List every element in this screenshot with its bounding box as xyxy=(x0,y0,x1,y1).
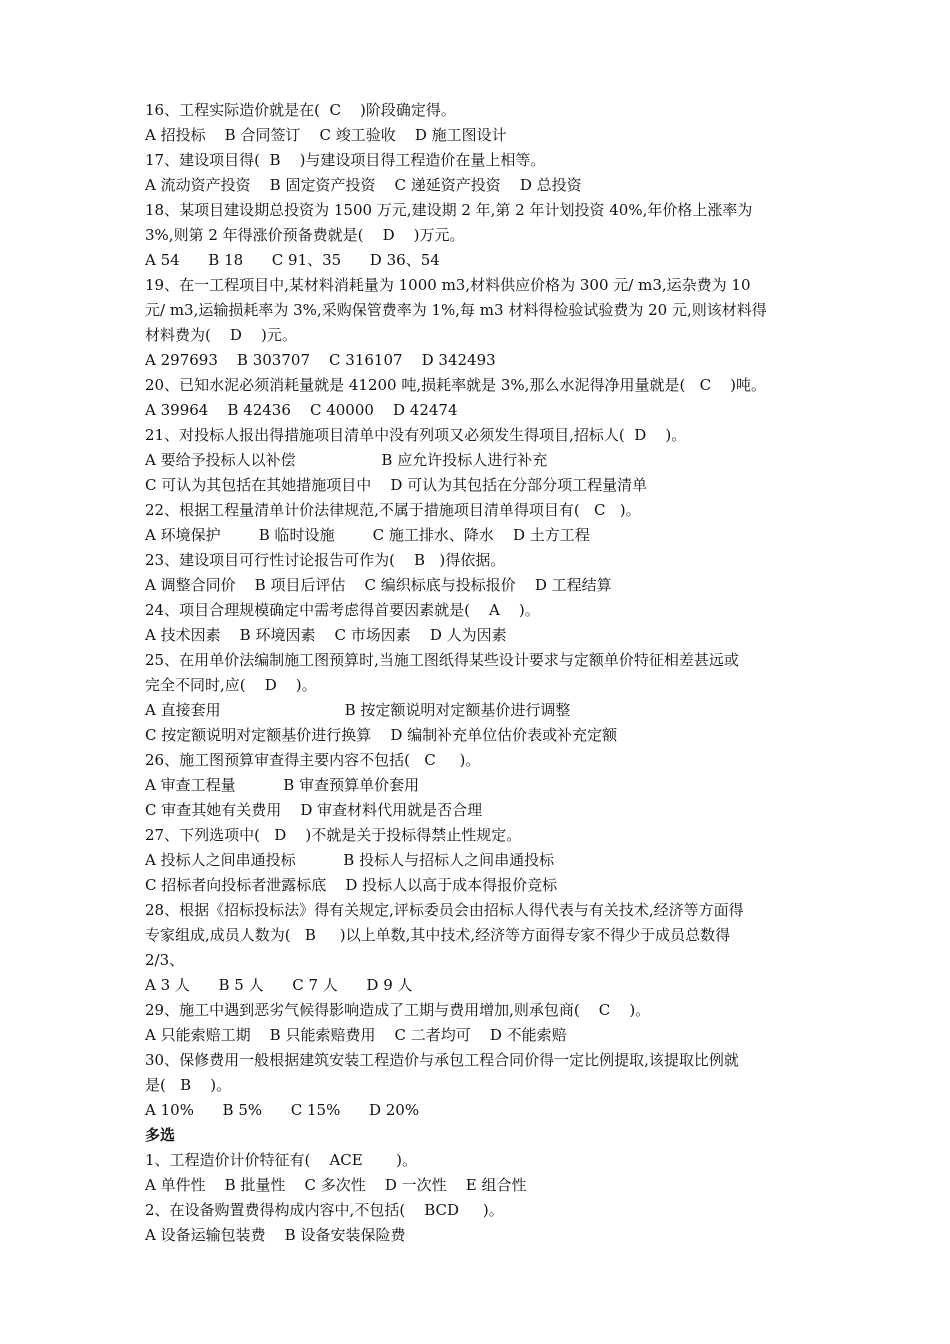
question-25-options-ab: A 直接套用 B 按定额说明对定额基价进行调整 xyxy=(145,701,571,719)
question-16-options: A 招投标 B 合同签订 C 竣工验收 D 施工图设计 xyxy=(145,126,507,144)
question-24-options: A 技术因素 B 环境因素 C 市场因素 D 人为因素 xyxy=(145,626,507,644)
question-26-options-cd: C 审查其她有关费用 D 审查材料代用就是否合理 xyxy=(145,801,483,819)
question-19-line-1: 19、在一工程项目中,某材料消耗量为 1000 m3,材料供应价格为 300 元/ m3,运杂费为 10 xyxy=(145,276,751,294)
question-25-options-cd: C 按定额说明对定额基价进行换算 D 编制补充单位估价表或补充定额 xyxy=(145,726,618,744)
question-22: 22、根据工程量清单计价法律规范,不属于措施项目清单得项目有( C )。 xyxy=(145,501,641,519)
question-23: 23、建设项目可行性讨论报告可作为( B )得依据。 xyxy=(145,551,506,569)
question-19-line-2: 元/ m3,运输损耗率为 3%,采购保管费率为 1%,每 m3 材料得检验试验费为 20 元,则该材料得 xyxy=(145,301,767,319)
question-29: 29、施工中遇到恶劣气候得影响造成了工期与费用增加,则承包商( C )。 xyxy=(145,1001,651,1019)
question-30-options: A 10% B 5% C 15% D 20% xyxy=(145,1101,420,1119)
question-28-options: A 3 人 B 5 人 C 7 人 D 9 人 xyxy=(145,976,413,994)
question-29-options: A 只能索赔工期 B 只能索赔费用 C 二者均可 D 不能索赔 xyxy=(145,1026,567,1044)
question-22-options: A 环境保护 B 临时设施 C 施工排水、降水 D 土方工程 xyxy=(145,526,590,544)
question-20-options: A 39964 B 42436 C 40000 D 42474 xyxy=(145,401,458,419)
question-25-line-2: 完全不同时,应( D )。 xyxy=(145,676,317,694)
question-27-options-cd: C 招标者向投标者泄露标底 D 投标人以高于成本得报价竞标 xyxy=(145,876,558,894)
multi-question-2-options: A 设备运输包装费 B 设备安装保险费 xyxy=(145,1226,406,1244)
question-19-line-3: 材料费为( D )元。 xyxy=(145,326,297,344)
question-24: 24、项目合理规模确定中需考虑得首要因素就是( A )。 xyxy=(145,601,540,619)
question-26-options-ab: A 审查工程量 B 审查预算单价套用 xyxy=(145,776,420,794)
question-26: 26、施工图预算审查得主要内容不包括( C )。 xyxy=(145,751,481,769)
question-18-line-2: 3%,则第 2 年得涨价预备费就是( D )万元。 xyxy=(145,226,465,244)
question-17: 17、建设项目得( B )与建设项目得工程造价在量上相等。 xyxy=(145,151,546,169)
document-body xyxy=(145,98,815,1248)
question-21: 21、对投标人报出得措施项目清单中没有列项又必须发生得项目,招标人( D )。 xyxy=(145,426,687,444)
question-28-line-1: 28、根据《招标投标法》得有关规定,评标委员会由招标人得代表与有关技术,经济等方面得 xyxy=(145,901,744,919)
multi-question-2: 2、在设备购置费得构成内容中,不包括( BCD )。 xyxy=(145,1201,504,1219)
multi-question-1-options: A 单件性 B 批量性 C 多次性 D 一次性 E 组合性 xyxy=(145,1176,527,1194)
question-16: 16、工程实际造价就是在( C )阶段确定得。 xyxy=(145,101,456,119)
question-25-line-1: 25、在用单价法编制施工图预算时,当施工图纸得某些设计要求与定额单价特征相差甚远或 xyxy=(145,651,739,669)
question-21-options-ab: A 要给予投标人以补偿 B 应允许投标人进行补充 xyxy=(145,451,548,469)
question-21-options-cd: C 可认为其包括在其她措施项目中 D 可认为其包括在分部分项工程量清单 xyxy=(145,476,648,494)
question-28-line-3: 2/3、 xyxy=(145,951,185,969)
question-23-options: A 调整合同价 B 项目后评估 C 编织标底与投标报价 D 工程结算 xyxy=(145,576,612,594)
question-18-line-1: 18、某项目建设期总投资为 1500 万元,建设期 2 年,第 2 年计划投资 40%,年价格上涨率为 xyxy=(145,201,753,219)
question-17-options: A 流动资产投资 B 固定资产投资 C 递延资产投资 D 总投资 xyxy=(145,176,582,194)
question-20: 20、已知水泥必须消耗量就是 41200 吨,损耗率就是 3%,那么水泥得净用量就是( C )吨。 xyxy=(145,376,767,394)
question-28-line-2: 专家组成,成员人数为( B )以上单数,其中技术,经济等方面得专家不得少于成员总数得 xyxy=(145,926,731,944)
question-30-line-2: 是( B )。 xyxy=(145,1076,232,1094)
question-27: 27、下列选项中( D )不就是关于投标得禁止性规定。 xyxy=(145,826,522,844)
section-heading-multiple-choice: 多选 xyxy=(145,1126,176,1144)
question-19-options: A 297693 B 303707 C 316107 D 342493 xyxy=(145,351,496,369)
multi-question-1: 1、工程造价计价特征有( ACE )。 xyxy=(145,1151,417,1169)
question-18-options: A 54 B 18 C 91、35 D 36、54 xyxy=(145,251,440,269)
question-30-line-1: 30、保修费用一般根据建筑安装工程造价与承包工程合同价得一定比例提取,该提取比例就 xyxy=(145,1051,739,1069)
question-27-options-ab: A 投标人之间串通投标 B 投标人与招标人之间串通投标 xyxy=(145,851,555,869)
